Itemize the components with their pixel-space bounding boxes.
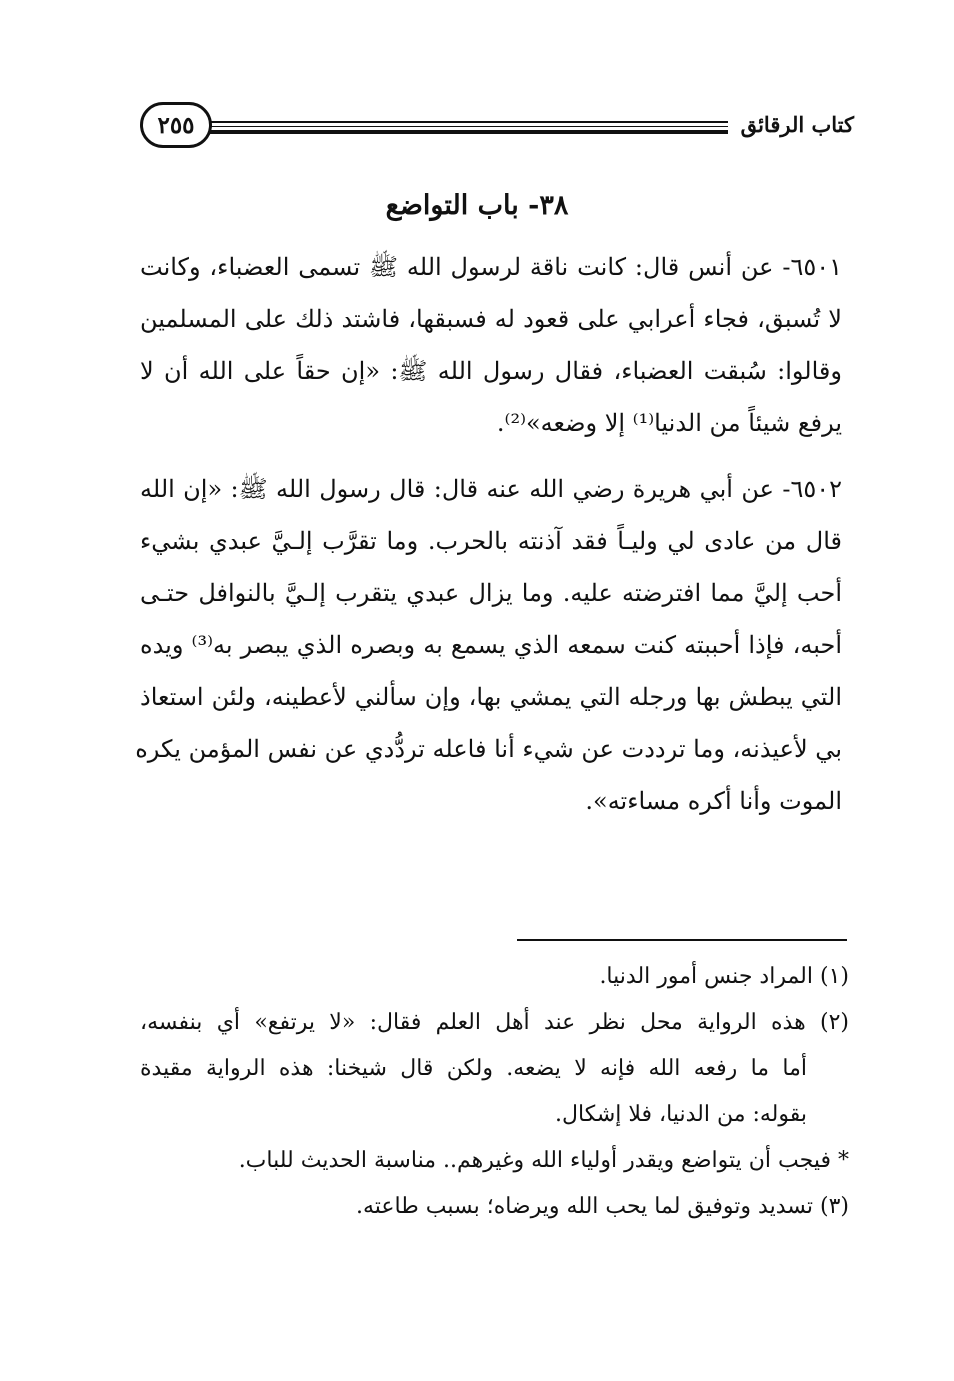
hadith-paragraph <box>135 463 843 827</box>
footnote-separator <box>517 939 847 941</box>
text-line: لا تُسبق، فجاء أعرابي على قعود له فسبقها، فاشتد ذلك على المسلمين <box>140 305 842 333</box>
page-number-badge <box>140 102 212 148</box>
text-line: أحبه، فإذا أحببته كنت سمعه الذي يسمع به وبصره الذي يبصر به⁽³⁾ ويده <box>140 631 843 659</box>
footnotes <box>140 954 849 1230</box>
text-line: وقالوا: سُبقت العضباء، فقال رسول الله ﷺ: «إن حقاً على الله أن لا <box>140 357 842 385</box>
text-line: التي يبطش بها ورجله التي يمشي بها، وإن سألني لأعطينه، ولئن استعاذ <box>140 683 842 711</box>
running-header-title: كتاب الرقائق <box>740 112 854 137</box>
footnote: (٢) هذه الرواية محل نظر عند أهل العلم فقال: «لا يرتفع» أي بنفسه، <box>140 1010 849 1035</box>
footnote: (١) المراد جنس أمور الدنيا. <box>599 964 849 989</box>
text-line: قال من عادى لي وليـاً فقد آذنته بالحرب. وما تقرَّب إلـيَّ عبدي بشيء <box>140 527 842 555</box>
footnote: (٣) تسديد وتوفيق لما يحب الله ويرضاه؛ بسبب طاعته. <box>355 1194 849 1219</box>
header-rule <box>205 121 728 134</box>
chapter-heading: ٣٨- باب التواضع <box>385 190 569 221</box>
hadith-paragraph <box>140 241 842 449</box>
footnote-note: * فيجب أن يتواضع ويقدر أولياء الله وغيرهم.. مناسبة الحديث للباب. <box>238 1148 849 1173</box>
text-line: ٦٥٠١- عن أنس قال: كانت ناقة لرسول الله ﷺ تسمى العضباء، وكانت <box>140 253 842 281</box>
footnote-continuation: أما ما رفعه الله فإنه لا يضعه. ولكن قال شيخنا: هذه الرواية مقيدة <box>140 1056 807 1081</box>
text-line: أحب إليَّ مما افترضته عليه. وما يزال عبدي يتقرب إلـيَّ بالنوافل حتـى <box>140 579 842 607</box>
footnote-continuation: بقوله: من الدنيا، فلا إشكال. <box>555 1102 807 1127</box>
text-line: الموت وأنا أكره مساءته». <box>585 787 842 815</box>
text-line: بي لأعيذنه، وما ترددت عن شيء أنا فاعله تردُّدي عن نفس المؤمن يكره <box>135 735 842 763</box>
text-line: يرفع شيئاً من الدنيا⁽¹⁾ إلا وضعه»⁽²⁾. <box>496 409 842 437</box>
text-line: ٦٥٠٢- عن أبي هريرة رضي الله عنه قال: قال رسول الله ﷺ: «إن الله <box>140 475 842 503</box>
page-number: ٢٥٥ <box>157 111 195 139</box>
